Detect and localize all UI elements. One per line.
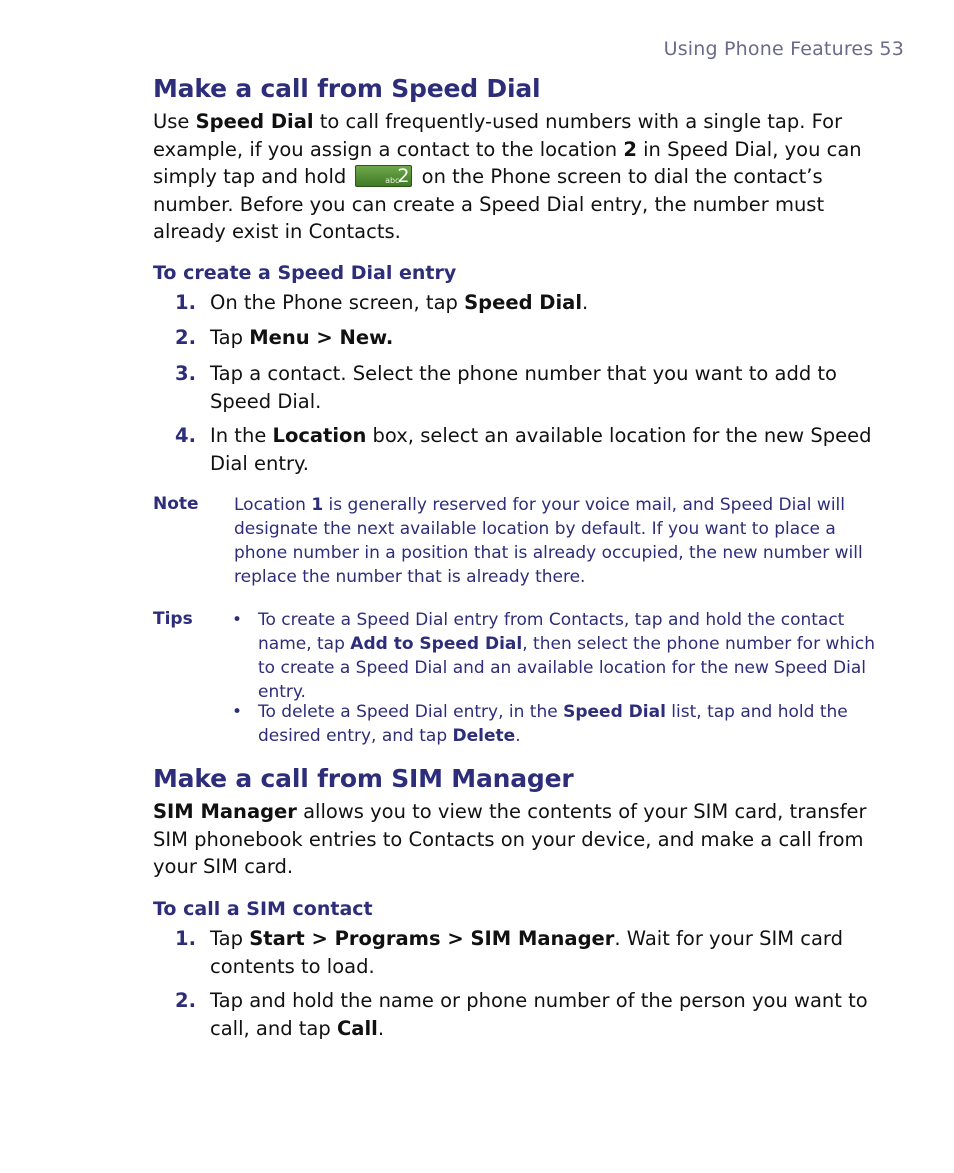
speed-dial-step-3	[175, 360, 875, 415]
speed-dial-step-2	[175, 324, 875, 352]
tip-text: To delete a Speed Dial entry, in the Speed Dial list, tap and hold the desired entry, and tap Delete.	[258, 702, 848, 746]
bullet-icon: •	[232, 610, 243, 630]
step-text: On the Phone screen, tap Speed Dial.	[210, 291, 589, 314]
speed-dial-key-number: 2	[397, 165, 410, 187]
step-number: 1.	[175, 927, 196, 950]
speed-dial-intro: Use Speed Dial to call frequently-used numbers with a single tap. For example, if you assign a contact to the location 2 in Speed Dial, you can simply tap and hold abc 2 on the Phone screen to dial the contact’s number. Before you can create a Speed Dial entry, the number must already exist in Contacts.	[153, 110, 862, 243]
step-number: 2.	[175, 326, 196, 349]
speed-dial-key-2-icon	[355, 165, 412, 187]
speed-dial-step-1	[175, 289, 875, 317]
tip-item	[232, 608, 882, 704]
step-number: 2.	[175, 989, 196, 1012]
speed-dial-key-letters: abc	[385, 176, 400, 185]
note-label: Note	[153, 494, 199, 514]
create-speed-dial-heading: To create a Speed Dial entry	[153, 262, 457, 284]
step-text: Tap a contact. Select the phone number that you want to add to Speed Dial.	[210, 362, 837, 413]
step-number: 3.	[175, 362, 196, 385]
step-number: 4.	[175, 424, 196, 447]
call-sim-contact-heading: To call a SIM contact	[153, 898, 373, 920]
page-number: 53	[879, 38, 904, 60]
bullet-icon: •	[232, 702, 243, 722]
sim-step-2	[175, 987, 875, 1042]
step-text: Tap Menu > New.	[210, 326, 394, 349]
sim-step-1	[175, 925, 875, 980]
tip-item	[232, 700, 882, 748]
tip-text: To create a Speed Dial entry from Contacts, tap and hold the contact name, tap Add to Speed Dial, then select the phone number for which to create a Speed Dial and an available location for the new Speed Dial entry.	[258, 610, 875, 702]
step-text: Tap Start > Programs > SIM Manager. Wait for your SIM card contents to load.	[210, 927, 843, 978]
running-header	[658, 38, 904, 60]
header-section-title: Using Phone Features	[663, 38, 874, 60]
step-text: In the Location box, select an available location for the new Speed Dial entry.	[210, 424, 872, 475]
step-number: 1.	[175, 291, 196, 314]
speed-dial-heading: Make a call from Speed Dial	[153, 74, 541, 103]
tips-label: Tips	[153, 609, 193, 629]
sim-manager-heading: Make a call from SIM Manager	[153, 764, 574, 793]
speed-dial-step-4	[175, 422, 875, 477]
step-text: Tap and hold the name or phone number of the person you want to call, and tap Call.	[210, 989, 868, 1040]
sim-manager-intro: SIM Manager allows you to view the contents of your SIM card, transfer SIM phonebook entries to Contacts on your device, and make a call from your SIM card.	[153, 800, 867, 878]
note-text: Location 1 is generally reserved for your voice mail, and Speed Dial will designate the next available location by default. If you want to place a phone number in a position that is already occupied, the new number will replace the number that is already there.	[234, 495, 863, 587]
